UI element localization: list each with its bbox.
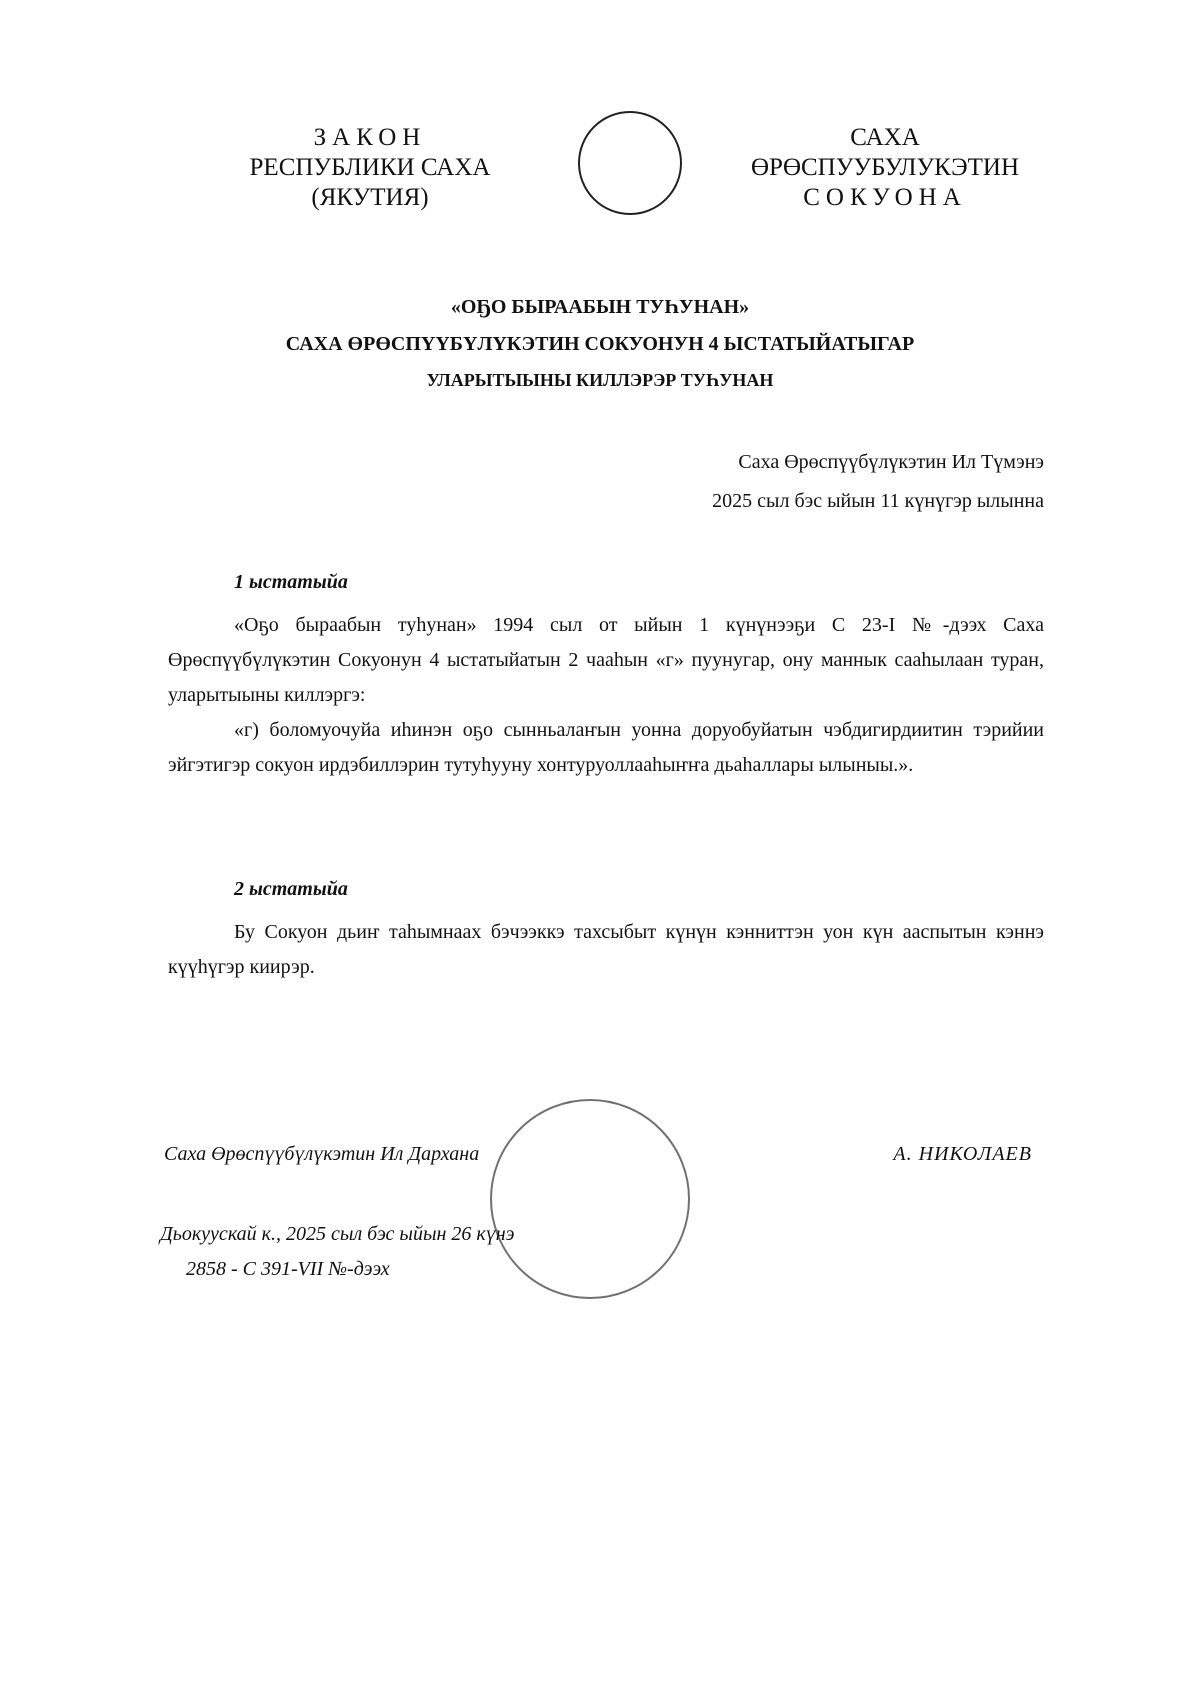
adoption-body: Саха Өрөспүүбүлүкэтин Ил Түмэнэ	[738, 451, 1044, 473]
law-label: ЗАКОН	[313, 124, 427, 151]
article-1-heading: 1 ыстатыйа	[234, 571, 348, 593]
article-1-paragraph-2: «г) боломуочуйа иһинэн оҕо сынньалаҥын уонна доруобуйатын чэбдигирдиитин тэрийии эйгэтигэр сокуон ирдэбиллэрин тутуһууну хонтуруоллааһыҥҥа дьаһаллары ылыныы.».	[168, 719, 1044, 776]
adoption-date: 2025 сыл бэс ыйын 11 күнүгэр ылынна	[712, 490, 1044, 512]
signatory-position: Саха Өрөспүүбүлүкэтин Ил Дархана	[164, 1143, 480, 1165]
official-seal	[490, 1099, 690, 1299]
law-number: 2858 - С 391-VII №-дээх	[186, 1258, 390, 1280]
signing-place-date: Дьокуускай к., 2025 сыл бэс ыйын 26 күнэ	[160, 1223, 515, 1245]
title-line-3: УЛАРЫТЫЫНЫ КИЛЛЭРЭР ТУҺУНАН	[426, 370, 774, 390]
republic-name: РЕСПУБЛИКИ САХА (ЯКУТИЯ)	[249, 154, 491, 211]
coat-of-arms-emblem	[578, 111, 682, 215]
title-line-2: САХА ӨРӨСПҮҮБҮЛҮКЭТИН СОКУОНУН 4 ЫСТАТЫЙАТЫГАР	[285, 333, 915, 355]
header-left	[200, 123, 540, 213]
signatory-name: А. НИКОЛАЕВ	[893, 1143, 1032, 1165]
article-2-heading: 2 ыстатыйа	[234, 878, 348, 900]
article-1	[168, 565, 1044, 783]
article-2	[168, 872, 1044, 985]
article-1-paragraph-1: «Оҕо быраабын туһунан» 1994 сыл от ыйын 1 күнүнээҕи С 23-I №-дээх Саха Өрөспүүбүлүкэтин Сокуонун 4 ыстатыйатын 2 чааһын «г» пуунугар, ону маннык сааһылаан туран, уларытыыны киллэргэ:	[168, 614, 1044, 706]
title-line-1: «ОҔО БЫРААБЫН ТУҺУНАН»	[450, 296, 750, 318]
header-right	[720, 123, 1050, 213]
law-label-sakha: СОКУОНА	[803, 184, 967, 211]
republic-name-sakha: САХА ӨРӨСПУУБУЛУКЭТИН	[750, 124, 1020, 181]
article-2-paragraph-1: Бу Сокуон дьиҥ таһымнаах бэчээккэ тахсыбыт күнүн кэнниттэн уон күн ааспытын кэннэ күүһүгэр киирэр.	[168, 921, 1044, 978]
